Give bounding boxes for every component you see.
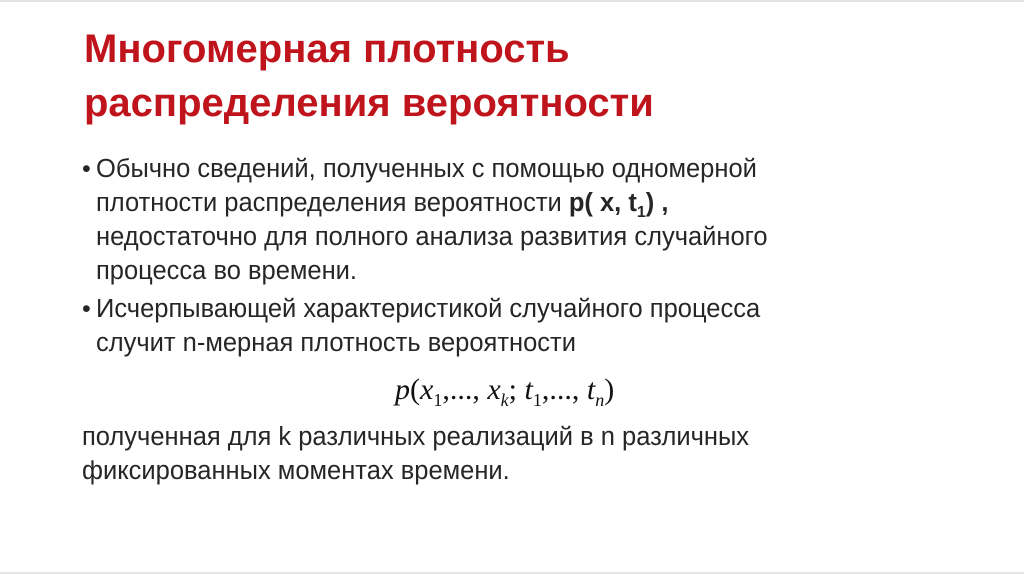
bullet-item-1 [82,152,962,288]
inline-formula [568,189,669,222]
slide-title [84,22,984,130]
inline-formula-main: p( x, t [568,189,637,217]
inline-formula-close: ) , [645,189,669,217]
formula-xk: x [487,373,501,406]
formula-tn-sub: n [595,390,605,410]
formula-x1: x [420,373,434,406]
bullet-1-line-2 [96,186,962,220]
formula-xk-sub: k [500,390,509,410]
inline-formula-subscript: 1 [636,204,646,222]
title-line-1: Многомерная плотность [84,27,570,71]
formula-x1-sub: 1 [433,390,443,410]
closing-line-2: фиксированных моментах времени. [82,457,510,485]
bullet-2-line-1: Исчерпывающей характеристикой случайного процесса [96,295,761,323]
bullet-item-2 [82,292,962,360]
bullet-1-line-4: процесса во времени. [96,257,358,285]
bullet-1-line-2-text: плотности распределения вероятности [96,189,569,217]
formula-t1-sub: 1 [532,390,542,410]
bullet-1-line-3: недостаточно для полного анализа развития случайного [96,223,768,251]
formula-sep-1: ,..., [442,373,488,406]
bullet-marker: • [82,295,91,323]
formula-t1: t [524,373,533,406]
bullet-text-2 [96,292,962,360]
bullet-text-1 [96,152,962,288]
closing-text [82,420,962,488]
slide-body [82,152,962,364]
title-line-2: распределения вероятности [84,81,654,125]
bullet-marker: • [82,155,91,183]
top-border [0,0,1024,2]
density-formula [395,373,615,410]
formula-close-paren: ) [604,373,615,406]
formula-tn: t [586,373,596,406]
formula-semicolon: ; [508,373,525,406]
bullet-1-line-1: Обычно сведений, полученных с помощью одномерной [96,155,757,183]
bullet-2-line-2: случит n-мерная плотность вероятности [96,329,576,357]
closing-line-1: полученная для k различных реализаций в n различных [82,423,750,451]
formula-open-paren: ( [410,373,420,406]
formula-sep-2: ,..., [541,373,587,406]
formula-p: p [395,373,410,406]
